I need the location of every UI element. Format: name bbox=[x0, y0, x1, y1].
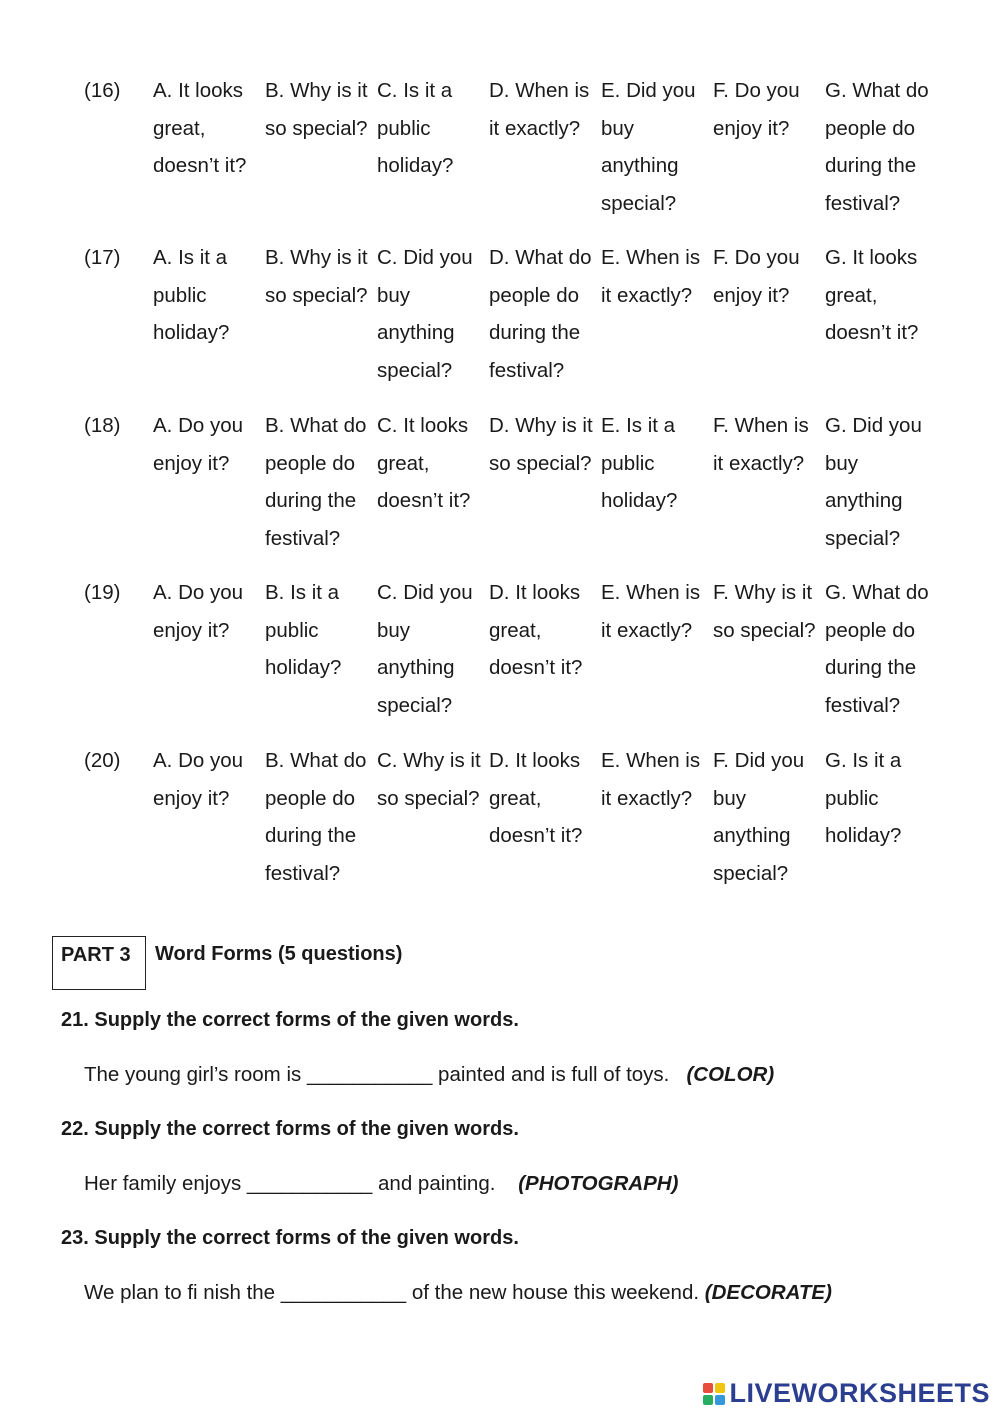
word-hint: (PHOTOGRAPH) bbox=[518, 1172, 679, 1195]
logo-square bbox=[703, 1383, 713, 1393]
option-e: E. When is it exactly? bbox=[601, 581, 701, 642]
liveworksheets-logo bbox=[703, 1378, 990, 1409]
option-g: G. What do people do during the festival? bbox=[825, 79, 929, 215]
option-g: G. Did you buy anything special? bbox=[825, 414, 922, 550]
option-c: C. Why is it so special? bbox=[377, 749, 481, 810]
option-c: C. Did you buy anything special? bbox=[377, 246, 473, 382]
option-f: F. Why is it so special? bbox=[713, 581, 816, 642]
question-number: (19) bbox=[84, 581, 121, 604]
part-label-box bbox=[52, 936, 146, 990]
part-title: Word Forms (5 questions) bbox=[155, 943, 403, 965]
option-e: E. When is it exactly? bbox=[601, 246, 701, 307]
option-f: F. When is it exactly? bbox=[713, 414, 809, 475]
option-d: D. When is it exactly? bbox=[489, 79, 590, 140]
option-b: B. What do people do during the festival? bbox=[265, 749, 367, 885]
question-number: (18) bbox=[84, 414, 121, 437]
option-e: E. When is it exactly? bbox=[601, 749, 701, 810]
logo-square bbox=[715, 1383, 725, 1393]
option-g: G. It looks great, doesn’t it? bbox=[825, 246, 919, 345]
option-f: F. Do you enjoy it? bbox=[713, 79, 800, 140]
word-hint: (DECORATE) bbox=[704, 1281, 832, 1304]
option-a: A. Do you enjoy it? bbox=[153, 581, 244, 642]
option-a: A. Is it a public holiday? bbox=[153, 246, 230, 345]
logo-square bbox=[703, 1395, 713, 1405]
option-b: B. Is it a public holiday? bbox=[265, 581, 342, 680]
option-c: C. Did you buy anything special? bbox=[377, 581, 473, 717]
logo-square bbox=[715, 1395, 725, 1405]
sentence-text: The young girl’s room is ___________ painted and is full of toys. bbox=[84, 1063, 670, 1086]
logo-text: LIVEWORKSHEETS bbox=[729, 1378, 990, 1408]
instruction-23: 23. Supply the correct forms of the given words. bbox=[61, 1227, 519, 1249]
option-c: C. Is it a public holiday? bbox=[377, 79, 454, 178]
option-f: F. Do you enjoy it? bbox=[713, 246, 800, 307]
logo-mark-icon bbox=[703, 1383, 725, 1405]
option-d: D. What do people do during the festival? bbox=[489, 246, 592, 382]
sentence-22 bbox=[84, 1172, 678, 1196]
option-a: A. It looks great, doesn’t it? bbox=[153, 79, 247, 178]
instruction-22: 22. Supply the correct forms of the given words. bbox=[61, 1118, 519, 1140]
word-hint: (COLOR) bbox=[686, 1063, 775, 1086]
option-a: A. Do you enjoy it? bbox=[153, 749, 244, 810]
option-b: B. What do people do during the festival? bbox=[265, 414, 367, 550]
question-number: (20) bbox=[84, 749, 121, 772]
sentence-text: We plan to fi nish the ___________ of the new house this weekend. bbox=[84, 1281, 700, 1304]
option-g: G. What do people do during the festival? bbox=[825, 581, 929, 717]
option-d: D. Why is it so special? bbox=[489, 414, 593, 475]
question-number: (16) bbox=[84, 79, 121, 102]
option-g: G. Is it a public holiday? bbox=[825, 749, 902, 848]
instruction-21: 21. Supply the correct forms of the given words. bbox=[61, 1009, 519, 1031]
option-c: C. It looks great, doesn’t it? bbox=[377, 414, 471, 513]
option-e: E. Is it a public holiday? bbox=[601, 414, 678, 513]
sentence-21 bbox=[84, 1063, 774, 1087]
option-d: D. It looks great, doesn’t it? bbox=[489, 581, 583, 680]
option-b: B. Why is it so special? bbox=[265, 79, 368, 140]
option-a: A. Do you enjoy it? bbox=[153, 414, 244, 475]
option-e: E. Did you buy anything special? bbox=[601, 79, 696, 215]
sentence-text: Her family enjoys ___________ and painting. bbox=[84, 1172, 496, 1195]
option-f: F. Did you buy anything special? bbox=[713, 749, 805, 885]
part-label: PART 3 bbox=[61, 944, 131, 966]
option-d: D. It looks great, doesn’t it? bbox=[489, 749, 583, 848]
sentence-23 bbox=[84, 1281, 832, 1305]
question-number: (17) bbox=[84, 246, 121, 269]
option-b: B. Why is it so special? bbox=[265, 246, 368, 307]
